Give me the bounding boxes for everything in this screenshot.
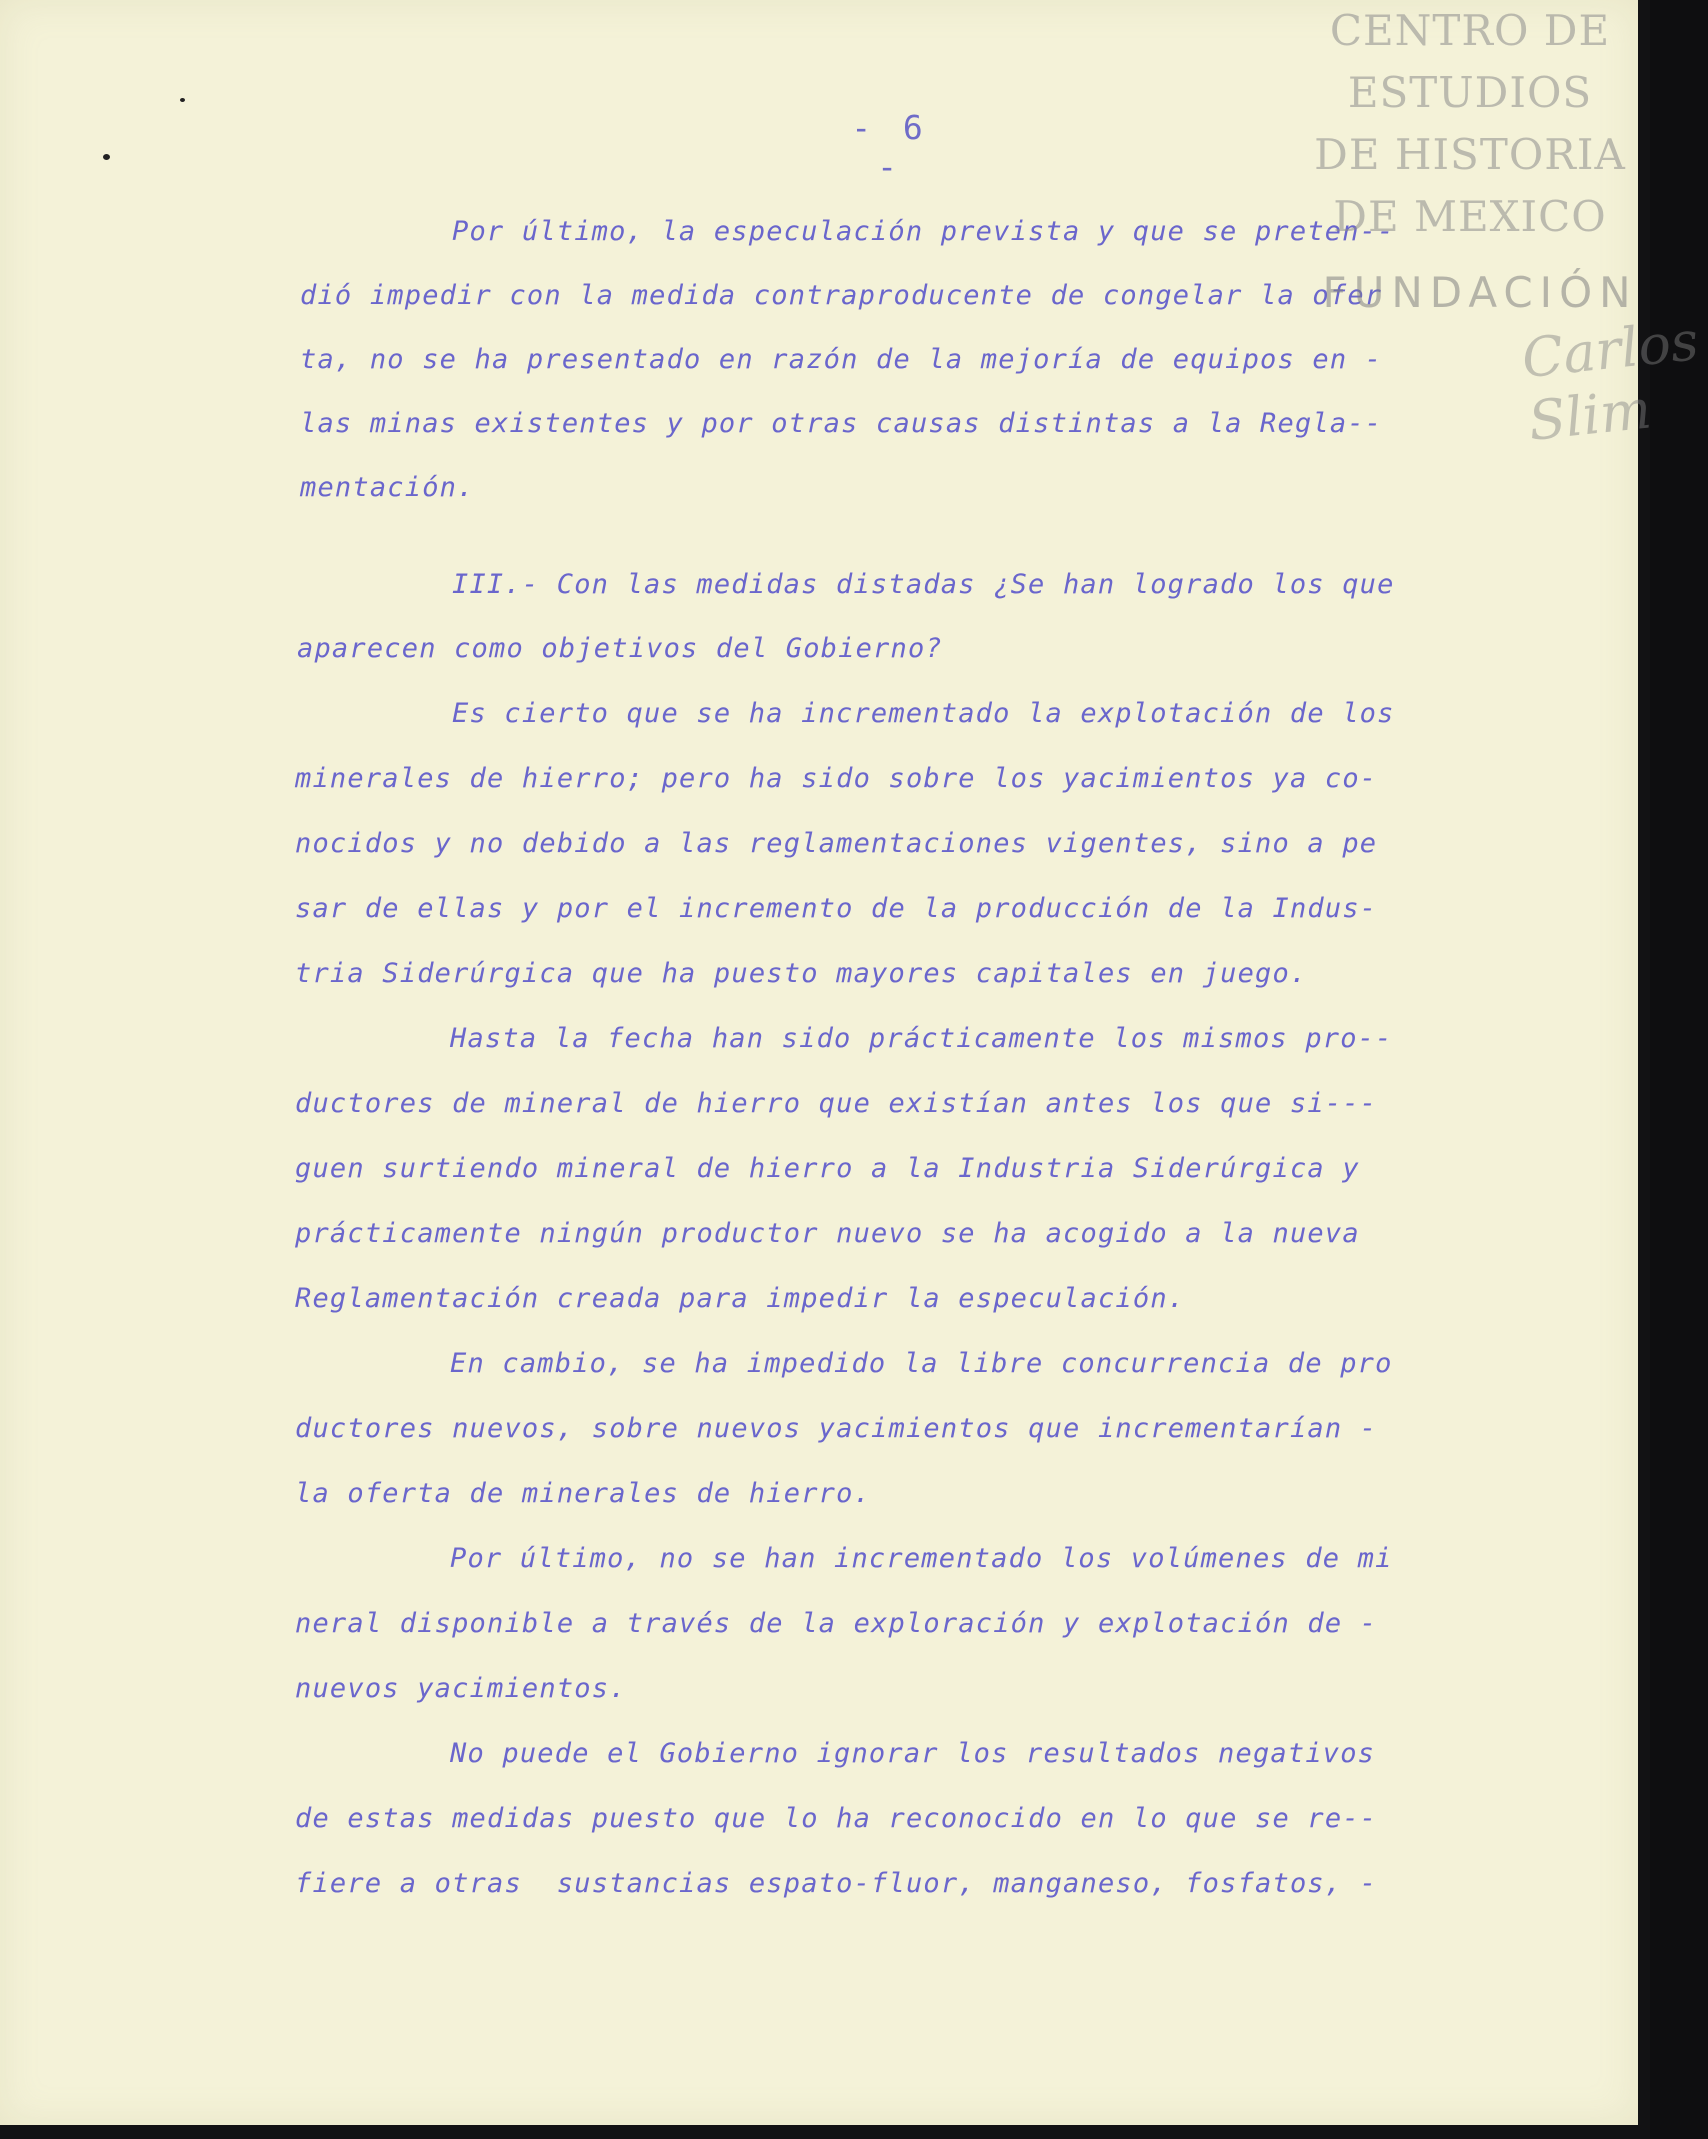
text-line: No puede el Gobierno ignorar los resultados negativos <box>450 1738 1376 1769</box>
text-line: nuevos yacimientos. <box>295 1673 627 1704</box>
watermark-signature: Carlos Slim <box>1518 309 1702 453</box>
watermark-line: ESTUDIOS <box>1347 68 1593 117</box>
text-line: En cambio, se ha impedido la libre concurrencia de pro <box>450 1348 1393 1379</box>
text-line: guen surtiendo mineral de hierro a la Industria Siderúrgica y <box>295 1153 1360 1184</box>
text-line: Por último, la especulación prevista y que se preten-- <box>452 216 1395 247</box>
text-line: mentación. <box>300 472 475 503</box>
text-line: neral disponible a través de la exploración y explotación de - <box>295 1608 1378 1639</box>
text-line: de estas medidas puesto que lo ha reconocido en lo que se re-- <box>295 1803 1378 1834</box>
text-line: ta, no se ha presentado en razón de la mejoría de equipos en - <box>300 344 1383 375</box>
text-line: tria Siderúrgica que ha puesto mayores capitales en juego. <box>295 958 1308 989</box>
text-line: Reglamentación creada para impedir la especulación. <box>295 1283 1186 1314</box>
ink-speck <box>103 154 110 160</box>
text-line: aparecen como objetivos del Gobierno? <box>297 633 943 664</box>
watermark-line: DE HISTORIA <box>1314 130 1626 179</box>
text-line: Hasta la fecha han sido prácticamente los mismos pro-- <box>450 1023 1393 1054</box>
text-line: minerales de hierro; pero ha sido sobre los yacimientos ya co- <box>295 763 1378 794</box>
text-line: la oferta de minerales de hierro. <box>295 1478 872 1509</box>
text-line: las minas existentes y por otras causas distintas a la Regla-- <box>300 408 1383 439</box>
text-line: nocidos y no debido a las reglamentaciones vigentes, sino a pe <box>295 828 1378 859</box>
text-line: ductores de mineral de hierro que existían antes los que si--- <box>295 1088 1378 1119</box>
text-line: Por último, no se han incrementado los volúmenes de mi <box>450 1543 1393 1574</box>
text-line: fiere a otras sustancias espato-fluor, manganeso, fosfatos, - <box>295 1868 1378 1899</box>
watermark-foundation: FUNDACIÓN <box>1322 268 1638 317</box>
text-line: dió impedir con la medida contraproducente de congelar la ofer <box>300 280 1383 311</box>
text-line: sar de ellas y por el incremento de la producción de la Indus- <box>295 893 1378 924</box>
text-line: Es cierto que se ha incrementado la explotación de los <box>452 698 1395 729</box>
scan-border-bottom <box>0 2125 1650 2139</box>
text-line: prácticamente ningún productor nuevo se ha acogido a la nueva <box>295 1218 1360 1249</box>
text-line: ductores nuevos, sobre nuevos yacimientos que incrementarían - <box>295 1413 1378 1444</box>
ink-speck <box>180 98 185 102</box>
page-number: - 6 - <box>851 108 929 186</box>
text-line: III.- Con las medidas distadas ¿Se han logrado los que <box>452 569 1395 600</box>
watermark-line: DE MEXICO <box>1333 192 1607 241</box>
watermark-line: CENTRO DE <box>1329 6 1611 55</box>
